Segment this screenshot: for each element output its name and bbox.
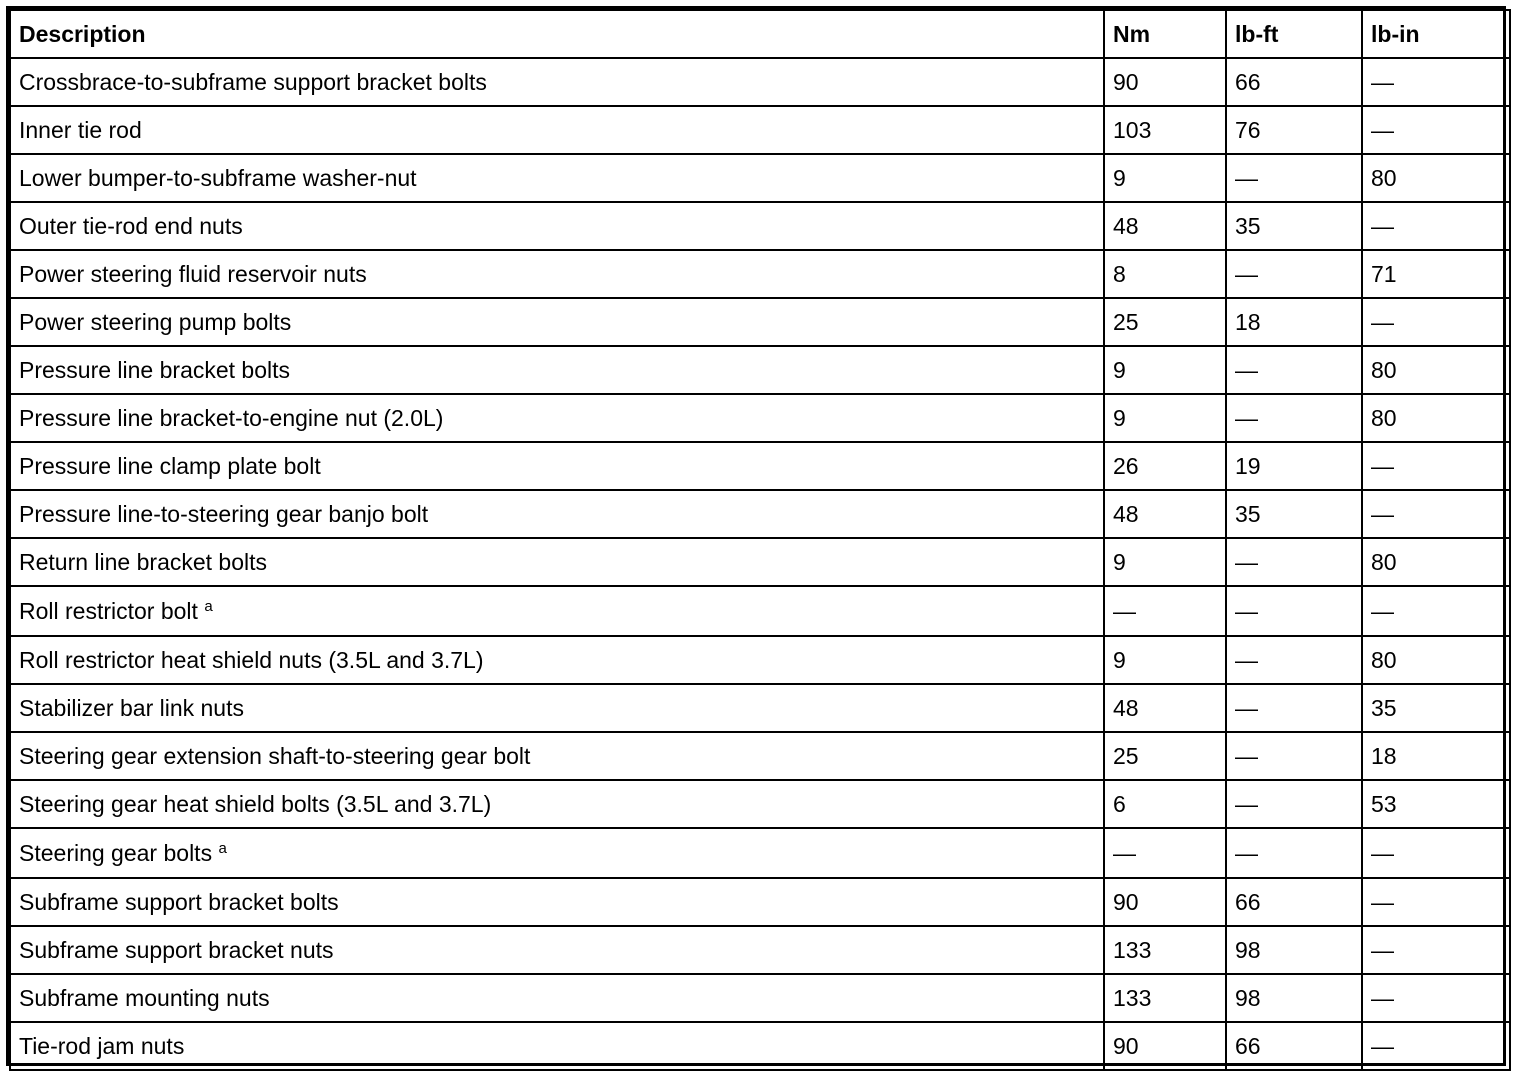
table-row [10,1022,1510,1070]
column-header-nm: Nm [1104,10,1226,58]
description-text: Steering gear heat shield bolts (3.5L and 3.7L) [19,790,492,817]
description-text: Steering gear extension shaft-to-steering gear bolt [19,742,531,769]
description-text: Pressure line bracket-to-engine nut (2.0L) [19,404,444,431]
cell-lb-ft: — [1226,828,1362,878]
cell-nm: 90 [1104,878,1226,926]
description-text: Pressure line clamp plate bolt [19,452,321,479]
description-text: Roll restrictor heat shield nuts (3.5L and 3.7L) [19,646,484,673]
cell-lb-ft: 98 [1226,926,1362,974]
cell-description [10,780,1104,828]
cell-nm: 9 [1104,346,1226,394]
cell-description [10,732,1104,780]
cell-lb-in: — [1362,926,1510,974]
cell-nm: 48 [1104,490,1226,538]
cell-lb-in: 80 [1362,154,1510,202]
description-text: Subframe support bracket nuts [19,936,334,963]
cell-nm: 9 [1104,394,1226,442]
cell-description [10,538,1104,586]
cell-nm: 25 [1104,298,1226,346]
column-header-lb-in: lb-in [1362,10,1510,58]
cell-lb-in: — [1362,58,1510,106]
cell-nm: 133 [1104,974,1226,1022]
column-header-description: Description [10,10,1104,58]
cell-description [10,250,1104,298]
cell-lb-ft: 76 [1226,106,1362,154]
description-text: Subframe mounting nuts [19,984,270,1011]
table-row [10,538,1510,586]
cell-nm: 6 [1104,780,1226,828]
table-row [10,586,1510,636]
description-text: Subframe support bracket bolts [19,888,339,915]
cell-lb-in: 80 [1362,394,1510,442]
cell-lb-ft: — [1226,780,1362,828]
table-row [10,684,1510,732]
description-text: Power steering pump bolts [19,308,292,335]
cell-description [10,394,1104,442]
footnote-marker: a [218,839,227,857]
table-row [10,828,1510,878]
cell-nm: — [1104,828,1226,878]
cell-lb-ft: — [1226,538,1362,586]
cell-lb-in: — [1362,106,1510,154]
cell-lb-ft: 98 [1226,974,1362,1022]
cell-lb-ft: — [1226,346,1362,394]
cell-lb-ft: 19 [1226,442,1362,490]
cell-lb-ft: 18 [1226,298,1362,346]
cell-lb-in: — [1362,490,1510,538]
description-text: Pressure line-to-steering gear banjo bolt [19,500,429,527]
cell-lb-in: — [1362,1022,1510,1070]
table-row [10,202,1510,250]
cell-lb-ft: 66 [1226,58,1362,106]
cell-lb-in: — [1362,202,1510,250]
column-header-lb-ft: lb-ft [1226,10,1362,58]
cell-nm: 103 [1104,106,1226,154]
description-text: Steering gear bolts [19,839,213,866]
cell-lb-in: — [1362,298,1510,346]
table-row [10,442,1510,490]
table-body [10,58,1510,1070]
cell-nm: 133 [1104,926,1226,974]
header-row [10,10,1510,58]
cell-description [10,106,1104,154]
cell-description [10,684,1104,732]
cell-description [10,828,1104,878]
cell-description [10,442,1104,490]
cell-nm: 9 [1104,538,1226,586]
spec-table [9,9,1511,1071]
table-row [10,298,1510,346]
table-row [10,490,1510,538]
cell-lb-ft: 66 [1226,878,1362,926]
description-text: Lower bumper-to-subframe washer-nut [19,164,417,191]
description-text: Power steering fluid reservoir nuts [19,260,367,287]
cell-nm: 25 [1104,732,1226,780]
cell-nm: 9 [1104,154,1226,202]
description-text: Crossbrace-to-subframe support bracket bolts [19,68,487,95]
cell-lb-in: 53 [1362,780,1510,828]
cell-description [10,636,1104,684]
description-text: Inner tie rod [19,116,142,143]
cell-description [10,298,1104,346]
cell-nm: — [1104,586,1226,636]
table-row [10,732,1510,780]
cell-description [10,202,1104,250]
cell-lb-in: 18 [1362,732,1510,780]
table-row [10,58,1510,106]
cell-lb-ft: — [1226,636,1362,684]
cell-lb-ft: — [1226,732,1362,780]
cell-nm: 48 [1104,684,1226,732]
cell-description [10,926,1104,974]
cell-description [10,346,1104,394]
table-row [10,346,1510,394]
table-row [10,250,1510,298]
cell-lb-in: — [1362,442,1510,490]
cell-lb-ft: — [1226,394,1362,442]
cell-description [10,490,1104,538]
cell-lb-in: — [1362,974,1510,1022]
description-text: Stabilizer bar link nuts [19,694,244,721]
cell-nm: 90 [1104,58,1226,106]
cell-lb-ft: — [1226,586,1362,636]
cell-description [10,878,1104,926]
cell-lb-in: 35 [1362,684,1510,732]
cell-nm: 48 [1104,202,1226,250]
cell-description [10,974,1104,1022]
description-text: Tie-rod jam nuts [19,1032,185,1059]
cell-nm: 9 [1104,636,1226,684]
table-row [10,394,1510,442]
table-row [10,636,1510,684]
description-text: Return line bracket bolts [19,548,268,575]
cell-lb-ft: — [1226,154,1362,202]
cell-lb-in: — [1362,878,1510,926]
cell-lb-in: — [1362,586,1510,636]
cell-nm: 90 [1104,1022,1226,1070]
cell-lb-ft: 35 [1226,202,1362,250]
cell-description [10,1022,1104,1070]
cell-lb-in: 71 [1362,250,1510,298]
description-text: Roll restrictor bolt [19,597,198,624]
cell-description [10,586,1104,636]
cell-lb-ft: 35 [1226,490,1362,538]
table-row [10,154,1510,202]
cell-description [10,58,1104,106]
description-text: Pressure line bracket bolts [19,356,291,383]
cell-lb-in: 80 [1362,538,1510,586]
cell-lb-in: — [1362,828,1510,878]
cell-lb-ft: — [1226,684,1362,732]
table-row [10,926,1510,974]
description-text: Outer tie-rod end nuts [19,212,243,239]
table-row [10,974,1510,1022]
cell-description [10,154,1104,202]
table-row [10,878,1510,926]
torque-specification-table [6,6,1506,1066]
footnote-marker: a [204,597,213,615]
cell-lb-in: 80 [1362,636,1510,684]
cell-lb-ft: — [1226,250,1362,298]
cell-nm: 8 [1104,250,1226,298]
cell-lb-in: 80 [1362,346,1510,394]
table-row [10,106,1510,154]
table-row [10,780,1510,828]
cell-nm: 26 [1104,442,1226,490]
cell-lb-ft: 66 [1226,1022,1362,1070]
